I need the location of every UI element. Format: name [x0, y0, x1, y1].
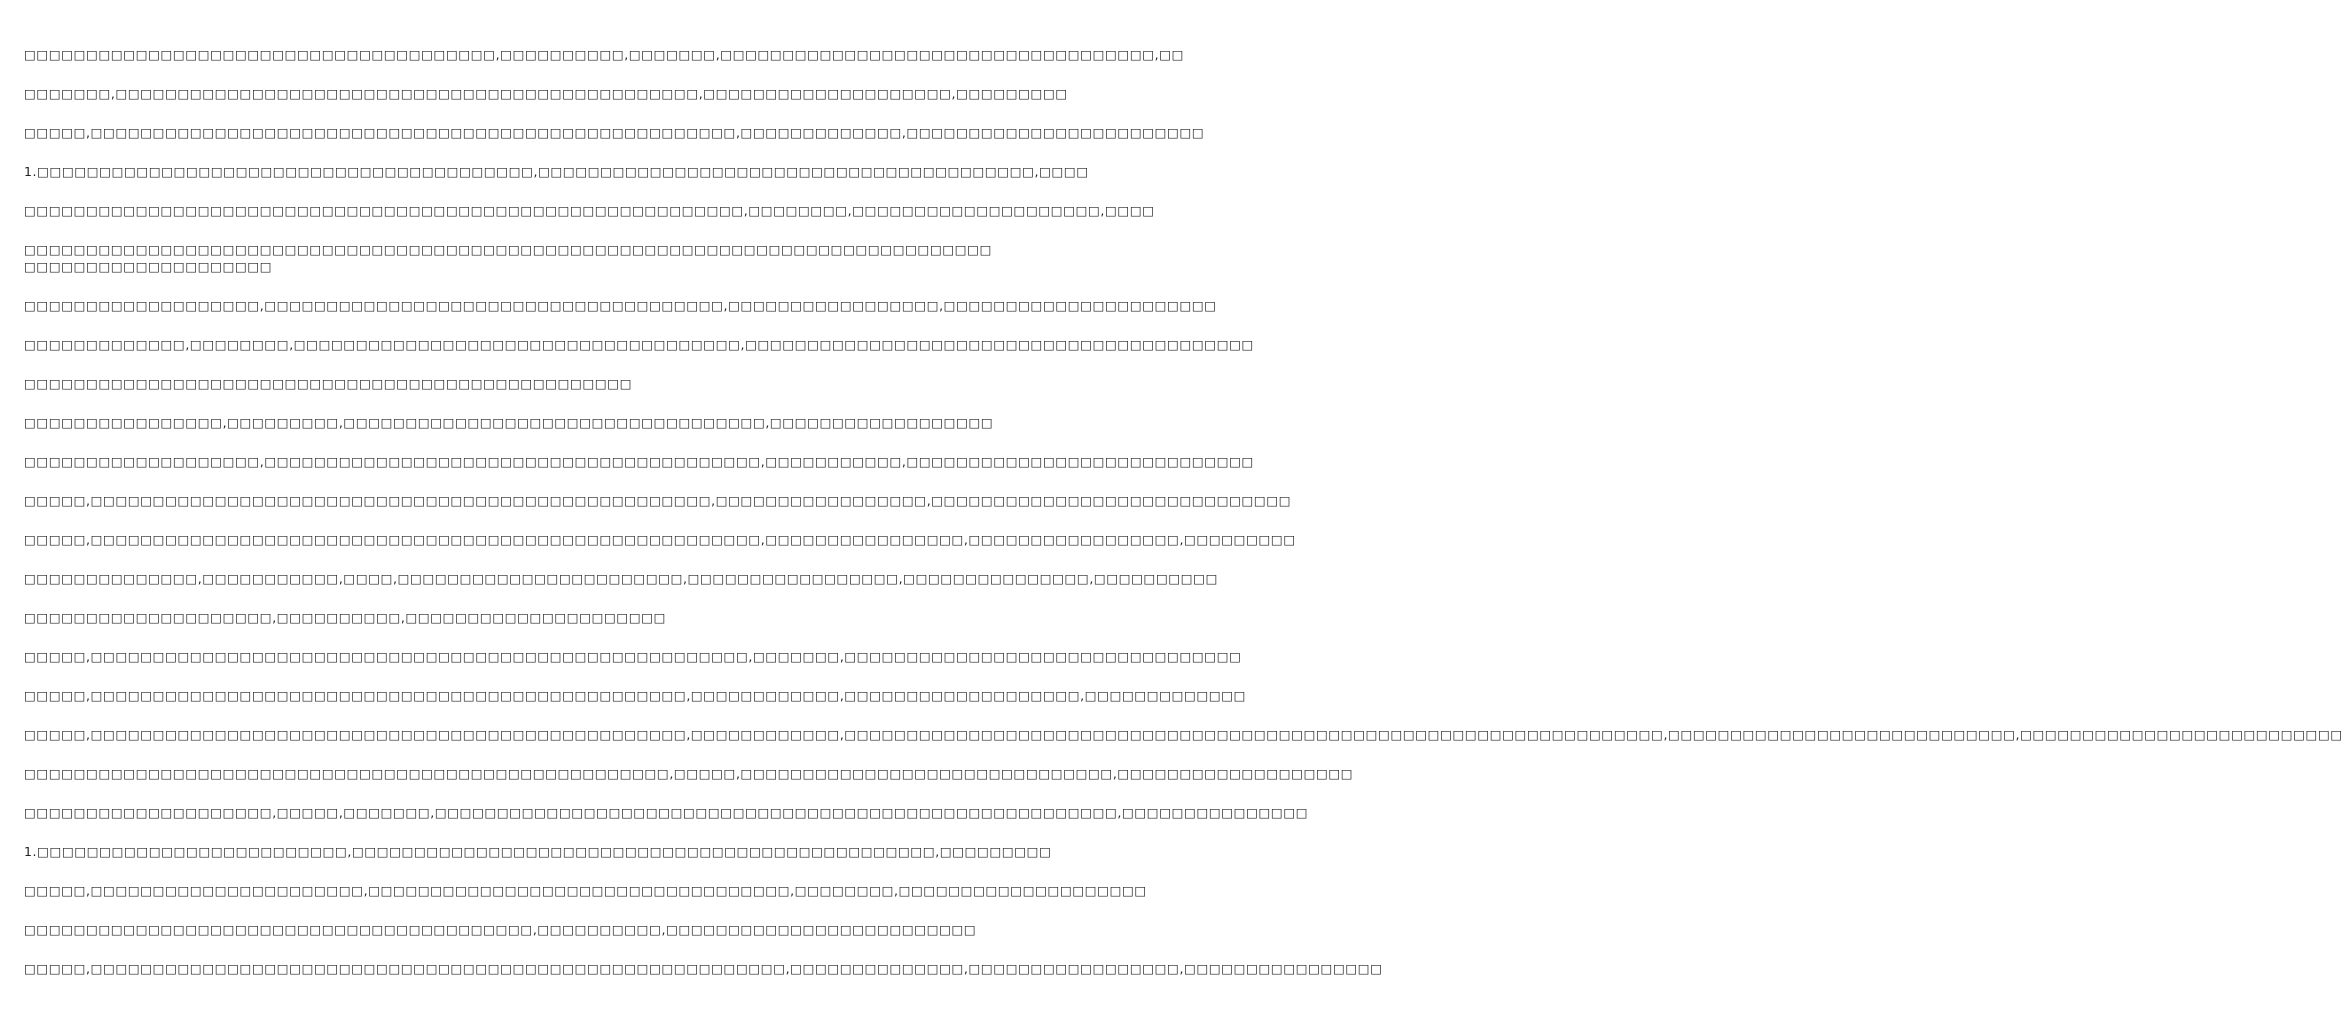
- paragraph-10: □□□□□□□□□□□□□□□□,□□□□□□□□□,□□□□□□□□□□□□□□□□□□□□□□□□□□□□□□□□□□,□□□□□□□□□□□□□□□□□□: [24, 415, 994, 430]
- paragraph-4: 1.□□□□□□□□□□□□□□□□□□□□□□□□□□□□□□□□□□□□□□□□,□□□□□□□□□□□□□□□□□□□□□□□□□□□□□□□□□□□□□□□□,□□□□: [24, 164, 1089, 179]
- paragraph-17: □□□□□,□□□□□□□□□□□□□□□□□□□□□□□□□□□□□□□□□□□□□□□□□□□□□□□□,□□□□□□□□□□□□,□□□□□□□□□□□□□□□□□□□,□□□□□□□□□□□□□: [24, 688, 1247, 703]
- document-page: [24, 46, 2343, 999]
- paragraph-13: □□□□□,□□□□□□□□□□□□□□□□□□□□□□□□□□□□□□□□□□□□□□□□□□□□□□□□□□□□□□,□□□□□□□□□□□□□□□□,□□□□□□□□□□□□□□□□□,□□□□□□□□□: [24, 532, 1296, 547]
- paragraph-8: □□□□□□□□□□□□□,□□□□□□□□,□□□□□□□□□□□□□□□□□□□□□□□□□□□□□□□□□□□□,□□□□□□□□□□□□□□□□□□□□□□□□□□□□□□□□□□□□□□□□□: [24, 337, 1254, 352]
- paragraph-21: 1.□□□□□□□□□□□□□□□□□□□□□□□□□,□□□□□□□□□□□□□□□□□□□□□□□□□□□□□□□□□□□□□□□□□□□□□□□,□□□□□□□□□: [24, 844, 1052, 859]
- paragraph-16: □□□□□,□□□□□□□□□□□□□□□□□□□□□□□□□□□□□□□□□□□□□□□□□□□□□□□□□□□□□,□□□□□□□,□□□□□□□□□□□□□□□□□□□□□□□□□□□□□□□□: [24, 649, 1242, 664]
- paragraph-7: □□□□□□□□□□□□□□□□□□□,□□□□□□□□□□□□□□□□□□□□□□□□□□□□□□□□□□□□□,□□□□□□□□□□□□□□□□□,□□□□□□□□□□□□□□□□□□□□□□: [24, 298, 1217, 313]
- paragraph-23: □□□□□□□□□□□□□□□□□□□□□□□□□□□□□□□□□□□□□□□□□,□□□□□□□□□□,□□□□□□□□□□□□□□□□□□□□□□□□□: [24, 922, 977, 937]
- paragraph-6: □□□□□□□□□□□□□□□□□□□□□□□□□□□□□□□□□□□□□□□□□□□□□□□□□□□□□□□□□□□□□□□□□□□□□□□□□□□□□□ □□□□□□□□□□□□□□□□□□□□: [24, 242, 993, 274]
- paragraph-15: □□□□□□□□□□□□□□□□□□□□,□□□□□□□□□□,□□□□□□□□□□□□□□□□□□□□□: [24, 610, 667, 625]
- paragraph-9: □□□□□□□□□□□□□□□□□□□□□□□□□□□□□□□□□□□□□□□□□□□□□□□□□: [24, 376, 633, 391]
- paragraph-19: □□□□□□□□□□□□□□□□□□□□□□□□□□□□□□□□□□□□□□□□□□□□□□□□□□□□,□□□□□,□□□□□□□□□□□□□□□□□□□□□□□□□□□□□□,□□□□□□□□□□□□□□□□□□□: [24, 766, 1354, 781]
- paragraph-20: □□□□□□□□□□□□□□□□□□□□,□□□□□,□□□□□□□,□□□□□□□□□□□□□□□□□□□□□□□□□□□□□□□□□□□□□□□□□□□□□□□□□□□□□□□,□□□□□□□□□□□□□□□: [24, 805, 1309, 820]
- paragraph-14: □□□□□□□□□□□□□□,□□□□□□□□□□□,□□□□,□□□□□□□□□□□□□□□□□□□□□□□,□□□□□□□□□□□□□□□□□,□□□□□□□□□□□□□□□,□□□□□□□□□□: [24, 571, 1219, 586]
- paragraph-22: □□□□□,□□□□□□□□□□□□□□□□□□□□□□,□□□□□□□□□□□□□□□□□□□□□□□□□□□□□□□□□□,□□□□□□□□,□□□□□□□□□□□□□□□□□□□□: [24, 883, 1147, 898]
- paragraph-1: □□□□□□□□□□□□□□□□□□□□□□□□□□□□□□□□□□□□□□,□□□□□□□□□□,□□□□□□□,□□□□□□□□□□□□□□□□□□□□□□□□□□□□□□□□□□□,□□: [24, 47, 1185, 62]
- paragraph-2: □□□□□□□,□□□□□□□□□□□□□□□□□□□□□□□□□□□□□□□□□□□□□□□□□□□□□□□,□□□□□□□□□□□□□□□□□□□□,□□□□□□□□□: [24, 86, 1068, 101]
- paragraph-5: □□□□□□□□□□□□□□□□□□□□□□□□□□□□□□□□□□□□□□□□□□□□□□□□□□□□□□□□□□,□□□□□□□□,□□□□□□□□□□□□□□□□□□□□,□□□□: [24, 203, 1155, 218]
- paragraph-24: □□□□□,□□□□□□□□□□□□□□□□□□□□□□□□□□□□□□□□□□□□□□□□□□□□□□□□□□□□□□□□,□□□□□□□□□□□□□□,□□□□□□□□□□□□□□□□□,□□□□□□□□□□□□□□□□: [24, 961, 1383, 976]
- paragraph-12: □□□□□,□□□□□□□□□□□□□□□□□□□□□□□□□□□□□□□□□□□□□□□□□□□□□□□□□□,□□□□□□□□□□□□□□□□□,□□□□□□□□□□□□□□□□□□□□□□□□□□□□□: [24, 493, 1292, 508]
- paragraph-11: □□□□□□□□□□□□□□□□□□□,□□□□□□□□□□□□□□□□□□□□□□□□□□□□□□□□□□□□□□□□,□□□□□□□□□□□,□□□□□□□□□□□□□□□□□□□□□□□□□□□□: [24, 454, 1254, 469]
- paragraph-3: □□□□□,□□□□□□□□□□□□□□□□□□□□□□□□□□□□□□□□□□□□□□□□□□□□□□□□□□□□,□□□□□□□□□□□□□,□□□□□□□□□□□□□□□□□□□□□□□□: [24, 125, 1205, 140]
- paragraph-18: □□□□□,□□□□□□□□□□□□□□□□□□□□□□□□□□□□□□□□□□□□□□□□□□□□□□□□,□□□□□□□□□□□□,□□□□□□□□□□□□□□□□□□□□□□□□□□□□□□□□□□□□□□□□□□□□□□□□□□□□□□□□□□□□□□□□□□,□□□□□□□□□□□□□□□□□□□□□□□□□□□□,□□□□□□□□□□□□□□□□□□□□□□□□□□: [24, 727, 2343, 742]
